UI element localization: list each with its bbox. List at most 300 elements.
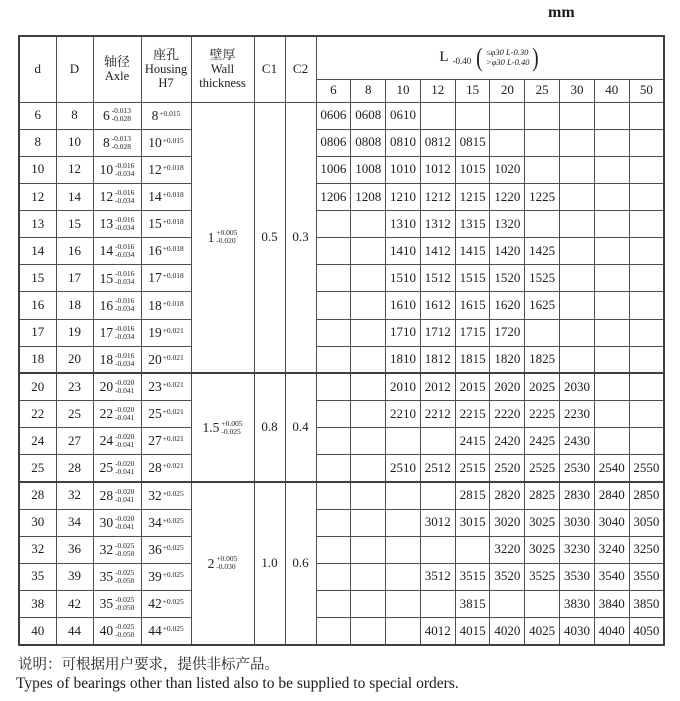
cell-l-size: [594, 129, 629, 156]
cell-l-size: 4012: [420, 618, 455, 645]
cell-l-size: 2430: [560, 428, 595, 455]
table-row: [19, 455, 664, 482]
table-row: [19, 265, 664, 292]
cell-l-size: [594, 401, 629, 428]
cell-l-size: [594, 102, 629, 129]
cell-l-size: 1625: [525, 292, 560, 319]
cell-l-size: [560, 346, 595, 373]
cell-axle: 12 -0.016 -0.034: [93, 183, 141, 210]
table-row: [19, 618, 664, 645]
cell-l-size: [351, 292, 386, 319]
cell-l-size: 2420: [490, 428, 525, 455]
note-english: Types of bearings other than listed also to be supplied to special orders.: [16, 675, 459, 692]
cell-l-size: 3030: [560, 509, 595, 536]
cell-D: 36: [56, 536, 93, 563]
cell-l-size: [525, 591, 560, 618]
cell-l-size: 2025: [525, 373, 560, 400]
cell-l-size: 2840: [594, 482, 629, 509]
cell-l-size: [594, 211, 629, 238]
cell-l-size: [351, 373, 386, 400]
cell-l-size: [316, 536, 351, 563]
cell-D: 23: [56, 373, 93, 400]
cell-l-size: 2210: [386, 401, 421, 428]
cell-l-size: [560, 156, 595, 183]
cell-l-size: 3015: [455, 509, 490, 536]
cell-l-size: [351, 346, 386, 373]
cell-l-size: 3850: [629, 591, 664, 618]
cell-l-size: [351, 618, 386, 645]
cell-d: 13: [19, 211, 56, 238]
cell-l-size: 1212: [420, 183, 455, 210]
cell-l-size: 4040: [594, 618, 629, 645]
cell-l-size: [629, 156, 664, 183]
cell-l-size: 0610: [386, 102, 421, 129]
cell-l-size: [560, 265, 595, 292]
cell-l-size: [386, 482, 421, 509]
cell-l-size: 2215: [455, 401, 490, 428]
cell-D: 18: [56, 292, 93, 319]
cell-l-size: [525, 156, 560, 183]
cell-axle: 22 -0.020 -0.041: [93, 401, 141, 428]
cell-housing: 14 +0.018: [141, 183, 191, 210]
cell-c2: 0.4: [285, 373, 316, 482]
housing-label-grade: H7: [158, 76, 174, 91]
cell-axle: 32 -0.025 -0.050: [93, 536, 141, 563]
cell-l-size: [629, 346, 664, 373]
cell-l-size: 2530: [560, 455, 595, 482]
cell-l-size: [560, 292, 595, 319]
housing-label-zh: 座孔: [152, 47, 179, 63]
cell-l-size: [316, 319, 351, 346]
cell-d: 18: [19, 346, 56, 373]
cell-l-size: 0608: [351, 102, 386, 129]
cell-l-size: 2015: [455, 373, 490, 400]
cell-housing: 42 +0.025: [141, 591, 191, 618]
cell-l-size: [316, 373, 351, 400]
cell-l-size: 1206: [316, 183, 351, 210]
cell-l-size: [560, 183, 595, 210]
cell-housing: 18 +0.018: [141, 292, 191, 319]
cell-housing: 15 +0.018: [141, 211, 191, 238]
cell-l-size: 1712: [420, 319, 455, 346]
table-body: [19, 102, 664, 645]
cell-l-size: 0815: [455, 129, 490, 156]
cell-l-size: [594, 428, 629, 455]
cell-d: 25: [19, 455, 56, 482]
cell-axle: 10 -0.016 -0.034: [93, 156, 141, 183]
cell-l-size: 3515: [455, 563, 490, 590]
cell-l-size: [316, 265, 351, 292]
cell-l-size: [316, 238, 351, 265]
cell-l-size: [594, 292, 629, 319]
cell-l-size: [560, 211, 595, 238]
cell-l-size: [490, 129, 525, 156]
cell-l-size: [594, 346, 629, 373]
cell-l-size: 1612: [420, 292, 455, 319]
cell-l-size: 2212: [420, 401, 455, 428]
header-row-main: [19, 36, 664, 79]
cell-D: 8: [56, 102, 93, 129]
l-size-header: 30: [560, 79, 595, 102]
cell-wall-thickness: 1.5 +0.005 -0.025: [191, 373, 254, 482]
cell-l-size: [351, 428, 386, 455]
cell-l-size: 1210: [386, 183, 421, 210]
cell-l-size: 2510: [386, 455, 421, 482]
cell-l-size: [351, 238, 386, 265]
cell-l-size: [316, 563, 351, 590]
cell-l-size: [386, 536, 421, 563]
cell-housing: 10 +0.015: [141, 129, 191, 156]
cell-l-size: 1825: [525, 346, 560, 373]
cell-l-size: 3025: [525, 509, 560, 536]
cell-l-size: 1720: [490, 319, 525, 346]
cell-l-size: 4025: [525, 618, 560, 645]
cell-d: 17: [19, 319, 56, 346]
cell-d: 10: [19, 156, 56, 183]
cell-l-size: [629, 265, 664, 292]
cell-l-size: [455, 102, 490, 129]
cell-housing: 44 +0.025: [141, 618, 191, 645]
wall-label-en2: thickness: [199, 76, 246, 91]
cell-c1: 1.0: [254, 482, 285, 645]
cell-D: 28: [56, 455, 93, 482]
cell-housing: 12 +0.018: [141, 156, 191, 183]
cell-l-size: 3020: [490, 509, 525, 536]
cell-l-size: [316, 509, 351, 536]
cell-l-size: 2220: [490, 401, 525, 428]
cell-l-size: [351, 482, 386, 509]
cell-wall-thickness: 2 +0.005 -0.030: [191, 482, 254, 645]
l-size-header: 50: [629, 79, 664, 102]
cell-l-size: [629, 183, 664, 210]
cell-d: 15: [19, 265, 56, 292]
cell-housing: 32 +0.025: [141, 482, 191, 509]
cell-l-size: [594, 238, 629, 265]
cell-l-size: 1520: [490, 265, 525, 292]
cell-D: 15: [56, 211, 93, 238]
l-size-header: 25: [525, 79, 560, 102]
table-row: [19, 346, 664, 373]
cell-l-size: [490, 591, 525, 618]
cell-axle: 20 -0.020 -0.041: [93, 373, 141, 400]
cell-D: 14: [56, 183, 93, 210]
cell-housing: 16 +0.018: [141, 238, 191, 265]
table-row: [19, 373, 664, 400]
axle-label-en: Axle: [104, 69, 130, 84]
L-condition-1: ≤φ30 L-0.30: [485, 47, 529, 58]
cell-d: 12: [19, 183, 56, 210]
cell-axle: 18 -0.016 -0.034: [93, 346, 141, 373]
cell-l-size: 3230: [560, 536, 595, 563]
cell-housing: 20 +0.021: [141, 346, 191, 373]
cell-l-size: [316, 401, 351, 428]
table-row: [19, 428, 664, 455]
cell-d: 30: [19, 509, 56, 536]
cell-l-size: 2512: [420, 455, 455, 482]
cell-D: 44: [56, 618, 93, 645]
cell-l-size: [525, 211, 560, 238]
table-row: [19, 211, 664, 238]
cell-c1: 0.8: [254, 373, 285, 482]
cell-l-size: 3250: [629, 536, 664, 563]
cell-l-size: 3520: [490, 563, 525, 590]
cell-l-size: 1010: [386, 156, 421, 183]
table-row: [19, 102, 664, 129]
cell-l-size: 1020: [490, 156, 525, 183]
wall-label-zh: 壁厚: [209, 47, 236, 63]
cell-axle: 15 -0.016 -0.034: [93, 265, 141, 292]
cell-l-size: 1215: [455, 183, 490, 210]
cell-D: 32: [56, 482, 93, 509]
cell-l-size: [629, 102, 664, 129]
cell-l-size: 2030: [560, 373, 595, 400]
cell-l-size: [351, 536, 386, 563]
cell-l-size: 1810: [386, 346, 421, 373]
cell-l-size: 1512: [420, 265, 455, 292]
cell-l-size: [560, 319, 595, 346]
cell-l-size: 2010: [386, 373, 421, 400]
col-header-L: [316, 36, 664, 79]
cell-l-size: 2815: [455, 482, 490, 509]
cell-l-size: 0810: [386, 129, 421, 156]
wall-label-en: Wall: [210, 62, 235, 77]
cell-l-size: [490, 102, 525, 129]
cell-axle: 16 -0.016 -0.034: [93, 292, 141, 319]
cell-l-size: 3220: [490, 536, 525, 563]
cell-l-size: [316, 618, 351, 645]
cell-l-size: 0812: [420, 129, 455, 156]
cell-d: 35: [19, 563, 56, 590]
cell-axle: 35 -0.025 -0.050: [93, 591, 141, 618]
cell-l-size: 2850: [629, 482, 664, 509]
cell-l-size: 1012: [420, 156, 455, 183]
cell-l-size: 1515: [455, 265, 490, 292]
cell-l-size: 3530: [560, 563, 595, 590]
cell-l-size: [629, 238, 664, 265]
l-size-header: 20: [490, 79, 525, 102]
cell-l-size: [316, 428, 351, 455]
cell-l-size: [629, 211, 664, 238]
cell-D: 42: [56, 591, 93, 618]
cell-l-size: [351, 401, 386, 428]
cell-l-size: 1812: [420, 346, 455, 373]
L-symbol: L: [439, 49, 449, 66]
table-row: [19, 238, 664, 265]
cell-D: 17: [56, 265, 93, 292]
cell-D: 20: [56, 346, 93, 373]
cell-l-size: [525, 102, 560, 129]
cell-l-size: 1310: [386, 211, 421, 238]
cell-c2: 0.6: [285, 482, 316, 645]
l-size-header: 10: [386, 79, 421, 102]
cell-D: 16: [56, 238, 93, 265]
cell-l-size: 1015: [455, 156, 490, 183]
cell-l-size: 3525: [525, 563, 560, 590]
cell-l-size: 1208: [351, 183, 386, 210]
cell-D: 34: [56, 509, 93, 536]
cell-l-size: [386, 618, 421, 645]
cell-l-size: 2830: [560, 482, 595, 509]
cell-l-size: [560, 102, 595, 129]
cell-l-size: 1710: [386, 319, 421, 346]
L-subscript: -0.40: [452, 56, 472, 67]
cell-l-size: 0808: [351, 129, 386, 156]
cell-l-size: [594, 373, 629, 400]
axle-label-zh: 轴径: [103, 54, 130, 70]
table-row: [19, 401, 664, 428]
cell-l-size: [351, 265, 386, 292]
cell-housing: 8 +0.015: [141, 102, 191, 129]
cell-l-size: [420, 536, 455, 563]
cell-l-size: [594, 183, 629, 210]
cell-l-size: 1220: [490, 183, 525, 210]
cell-D: 39: [56, 563, 93, 590]
cell-d: 8: [19, 129, 56, 156]
note-chinese: 说明：可根据用户要求，提供非标产品。: [18, 657, 279, 673]
col-header-D: D: [56, 36, 93, 102]
col-header-wall: [191, 36, 254, 102]
cell-wall-thickness: 1 +0.005 -0.020: [191, 102, 254, 373]
cell-D: 27: [56, 428, 93, 455]
table-row: [19, 129, 664, 156]
cell-l-size: 4015: [455, 618, 490, 645]
cell-l-size: [351, 563, 386, 590]
cell-l-size: [386, 428, 421, 455]
cell-l-size: 2820: [490, 482, 525, 509]
cell-l-size: [351, 455, 386, 482]
cell-l-size: [594, 156, 629, 183]
cell-l-size: 1715: [455, 319, 490, 346]
cell-housing: 36 +0.025: [141, 536, 191, 563]
cell-l-size: 1615: [455, 292, 490, 319]
cell-d: 28: [19, 482, 56, 509]
cell-l-size: 1312: [420, 211, 455, 238]
cell-l-size: 1225: [525, 183, 560, 210]
open-paren: (: [476, 42, 483, 72]
cell-l-size: 2540: [594, 455, 629, 482]
col-header-axle: [93, 36, 141, 102]
col-header-d: d: [19, 36, 56, 102]
cell-D: 19: [56, 319, 93, 346]
cell-l-size: 1510: [386, 265, 421, 292]
cell-housing: 28 +0.021: [141, 455, 191, 482]
cell-l-size: 2825: [525, 482, 560, 509]
cell-l-size: 2425: [525, 428, 560, 455]
cell-d: 24: [19, 428, 56, 455]
cell-l-size: [386, 563, 421, 590]
cell-l-size: 3512: [420, 563, 455, 590]
cell-l-size: 3815: [455, 591, 490, 618]
cell-housing: 17 +0.018: [141, 265, 191, 292]
table-row: [19, 563, 664, 590]
cell-l-size: [351, 211, 386, 238]
cell-l-size: 2520: [490, 455, 525, 482]
cell-l-size: 1415: [455, 238, 490, 265]
l-size-header: 12: [420, 79, 455, 102]
cell-l-size: [629, 129, 664, 156]
cell-d: 6: [19, 102, 56, 129]
cell-c1: 0.5: [254, 102, 285, 373]
col-header-c1: C1: [254, 36, 285, 102]
cell-l-size: 1315: [455, 211, 490, 238]
cell-l-size: [594, 265, 629, 292]
cell-d: 22: [19, 401, 56, 428]
cell-axle: 17 -0.016 -0.034: [93, 319, 141, 346]
cell-l-size: 2550: [629, 455, 664, 482]
cell-l-size: [455, 536, 490, 563]
cell-l-size: 3012: [420, 509, 455, 536]
cell-l-size: 1425: [525, 238, 560, 265]
table-row: [19, 591, 664, 618]
cell-l-size: [351, 319, 386, 346]
cell-housing: 23 +0.021: [141, 373, 191, 400]
cell-l-size: 1610: [386, 292, 421, 319]
cell-axle: 40 -0.025 -0.050: [93, 618, 141, 645]
cell-l-size: [316, 482, 351, 509]
cell-l-size: [386, 509, 421, 536]
cell-housing: 39 +0.025: [141, 563, 191, 590]
cell-l-size: 0606: [316, 102, 351, 129]
cell-l-size: [629, 373, 664, 400]
cell-l-size: [594, 319, 629, 346]
cell-l-size: [420, 102, 455, 129]
cell-housing: 19 +0.021: [141, 319, 191, 346]
cell-D: 12: [56, 156, 93, 183]
cell-l-size: 0806: [316, 129, 351, 156]
table-row: [19, 183, 664, 210]
cell-l-size: 2230: [560, 401, 595, 428]
cell-c2: 0.3: [285, 102, 316, 373]
table-row: [19, 319, 664, 346]
cell-l-size: 2225: [525, 401, 560, 428]
cell-axle: 30 -0.020 -0.041: [93, 509, 141, 536]
cell-l-size: 2525: [525, 455, 560, 482]
cell-l-size: 3050: [629, 509, 664, 536]
cell-l-size: 2415: [455, 428, 490, 455]
cell-housing: 27 +0.021: [141, 428, 191, 455]
cell-l-size: [629, 428, 664, 455]
cell-l-size: [316, 346, 351, 373]
col-header-housing: [141, 36, 191, 102]
cell-l-size: [560, 238, 595, 265]
cell-axle: 28 -0.020 -0.041: [93, 482, 141, 509]
cell-l-size: [316, 292, 351, 319]
cell-l-size: 3240: [594, 536, 629, 563]
cell-l-size: 3540: [594, 563, 629, 590]
table-row: [19, 536, 664, 563]
cell-axle: 35 -0.025 -0.050: [93, 563, 141, 590]
table-row: [19, 509, 664, 536]
cell-d: 40: [19, 618, 56, 645]
cell-axle: 24 -0.020 -0.041: [93, 428, 141, 455]
cell-housing: 34 +0.025: [141, 509, 191, 536]
cell-l-size: [351, 509, 386, 536]
cell-l-size: 1006: [316, 156, 351, 183]
table-row: [19, 482, 664, 509]
cell-d: 20: [19, 373, 56, 400]
cell-l-size: [420, 482, 455, 509]
cell-l-size: [316, 211, 351, 238]
cell-axle: 6 -0.013 -0.028: [93, 102, 141, 129]
cell-l-size: [629, 292, 664, 319]
close-paren: ): [532, 42, 540, 72]
cell-l-size: 4030: [560, 618, 595, 645]
cell-housing: 25 +0.021: [141, 401, 191, 428]
cell-l-size: 2515: [455, 455, 490, 482]
cell-l-size: 4050: [629, 618, 664, 645]
cell-l-size: 1420: [490, 238, 525, 265]
cell-d: 32: [19, 536, 56, 563]
